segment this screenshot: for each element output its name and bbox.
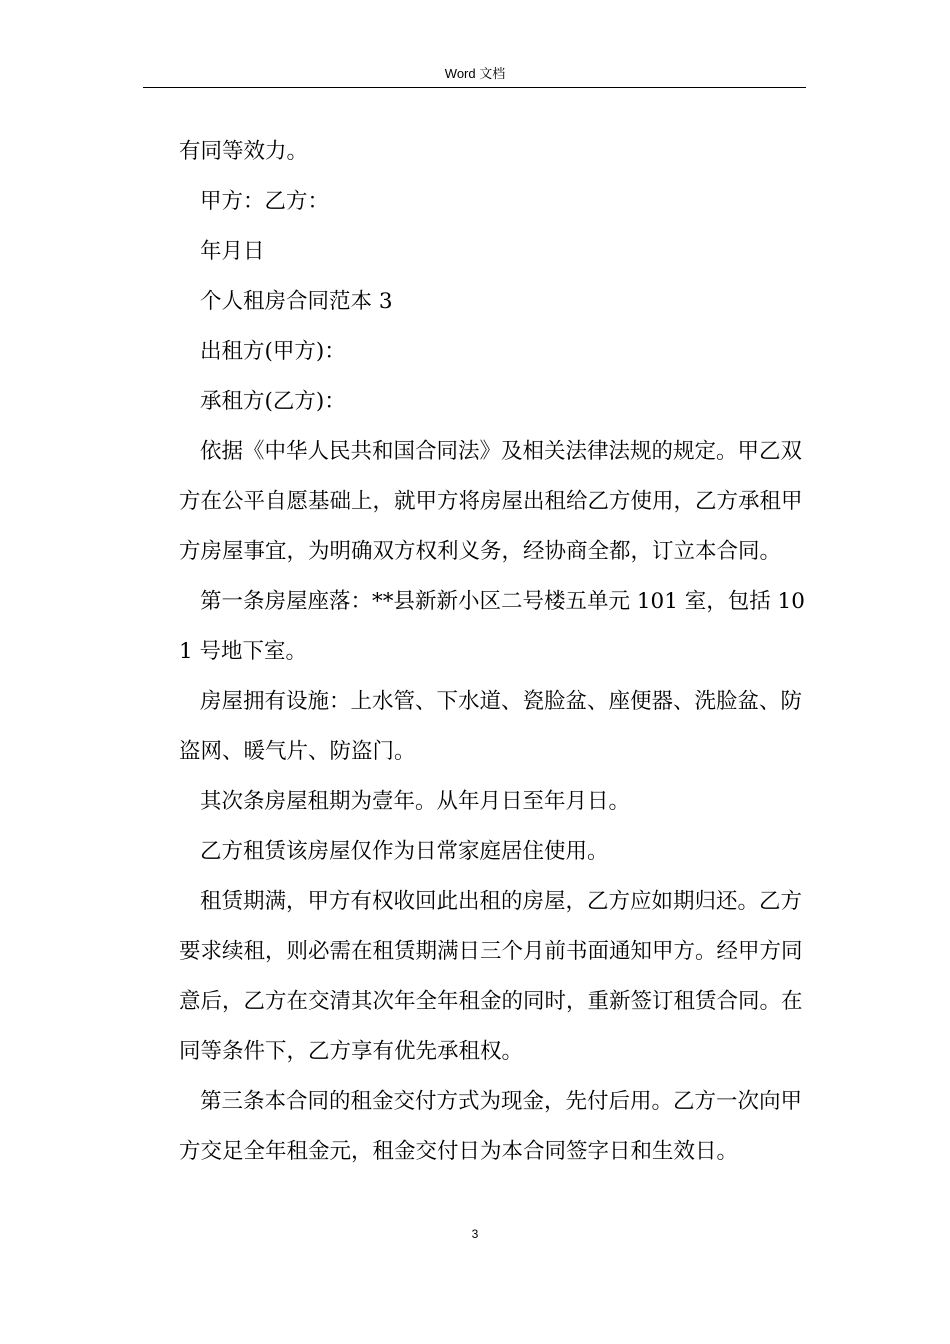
paragraph: 第一条房屋座落：**县新新小区二号楼五单元 101 室，包括 101 号地下室。	[179, 589, 805, 664]
page-header	[0, 66, 950, 82]
paragraph: 甲方：乙方：	[200, 189, 330, 214]
paragraph: 有同等效力。	[179, 139, 309, 164]
document-body	[179, 127, 809, 1177]
page-number-text: 3	[471, 1227, 479, 1241]
paragraph: 出租方(甲方)：	[200, 339, 346, 364]
header-divider	[143, 87, 806, 88]
paragraph: 租赁期满，甲方有权收回此出租的房屋，乙方应如期归还。乙方要求续租，则必需在租赁期满日三个月前书面通知甲方。经甲方同意后，乙方在交清其次年全年租金的同时，重新签订租赁合同。在同等条件下，乙方享有优先承租权。	[179, 889, 803, 1064]
header-title: Word 文档	[444, 66, 506, 81]
paragraph: 年月日	[200, 239, 265, 264]
paragraph: 乙方租赁该房屋仅作为日常家庭居住使用。	[200, 839, 609, 864]
paragraph: 其次条房屋租期为壹年。从年月日至年月日。	[200, 789, 631, 814]
paragraph: 承租方(乙方)：	[200, 389, 346, 414]
paragraph: 房屋拥有设施：上水管、下水道、瓷脸盆、座便器、洗脸盆、防盗网、暖气片、防盗门。	[179, 689, 803, 764]
paragraph: 依据《中华人民共和国合同法》及相关法律法规的规定。甲乙双方在公平自愿基础上，就甲方将房屋出租给乙方使用，乙方承租甲方房屋事宜，为明确双方权利义务，经协商全都，订立本合同。	[179, 439, 803, 564]
paragraph: 第三条本合同的租金交付方式为现金，先付后用。乙方一次向甲方交足全年租金元，租金交付日为本合同签字日和生效日。	[179, 1089, 803, 1164]
page-number	[0, 1227, 950, 1241]
paragraph: 个人租房合同范本 3	[200, 289, 393, 314]
